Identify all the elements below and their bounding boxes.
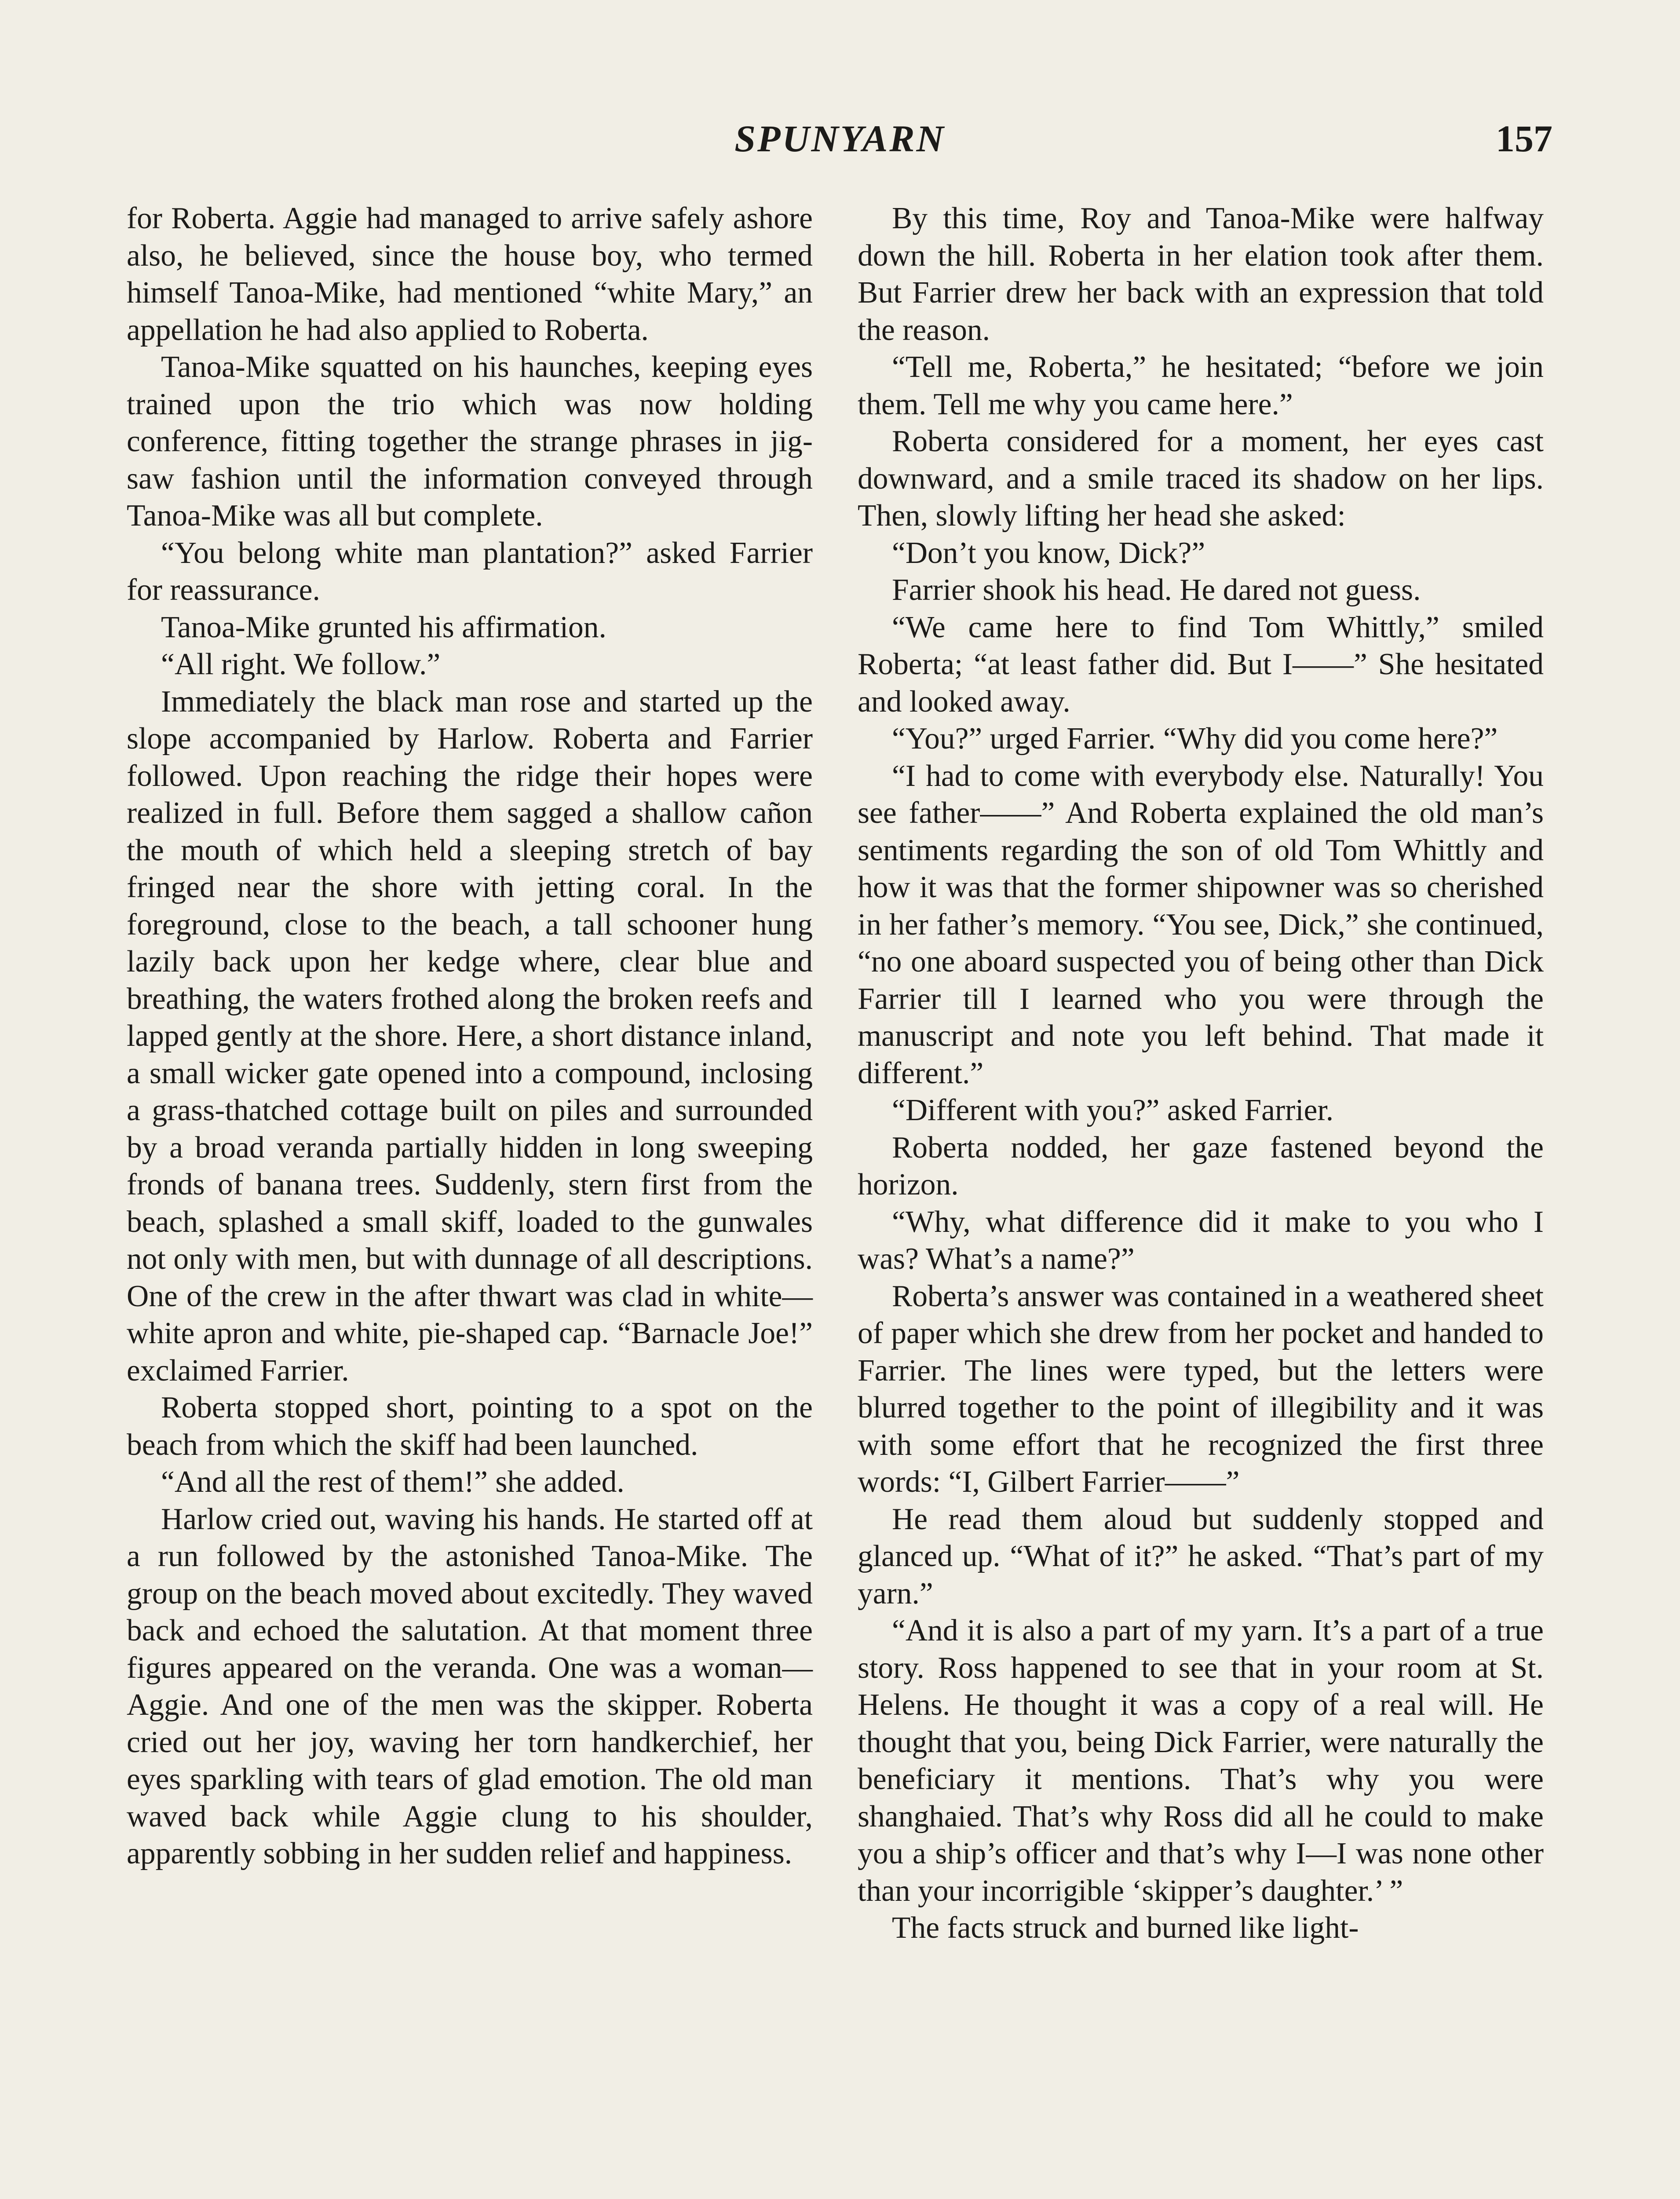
paragraph: He read them aloud but suddenly stopped and glanced up. “What of it?” he asked. “That’s part of my yarn.” bbox=[858, 1502, 1544, 1611]
paragraph: “And it is also a part of my yarn. It’s a part of a true story. Ross happened to see that in your room at St. Helens. He thought it was a copy of a real will. He thought that you, being Dick Farrier, were naturally the beneficiary it mentions. That’s why you were shanghaied. That’s why Ross did all he could to make you a ship’s officer and that’s why I—I was none other than your incorrigible ‘skipper’s daughter.’ ” bbox=[858, 1614, 1544, 1908]
paragraph: Farrier shook his head. He dared not guess. bbox=[892, 573, 1421, 607]
paragraph: Roberta nodded, her gaze fastened beyond the horizon. bbox=[858, 1130, 1544, 1202]
paragraph: “And all the rest of them!” she added. bbox=[161, 1465, 625, 1499]
paragraph: “Different with you?” asked Farrier. bbox=[892, 1093, 1334, 1127]
paragraph: “We came here to find Tom Whittly,” smiled Roberta; “at least father did. But I——” She hesitated and looked away. bbox=[858, 610, 1544, 719]
paragraph: “I had to come with everybody else. Naturally! You see father——” And Roberta explained the old man’s sentiments regarding the son of old Tom Whittly and how it was that the former shipowner was so cherished in her father’s memory. “You see, Dick,” she continued, “no one aboard suspected you of being other than Dick Farrier till I learned who you were through the manuscript and note you left behind. That made it different.” bbox=[858, 759, 1544, 1090]
paragraph: “You?” urged Farrier. “Why did you come here?” bbox=[892, 722, 1498, 756]
paragraph: Roberta considered for a moment, her eyes cast downward, and a smile traced its shadow on her lips. Then, slowly lifting her head she asked: bbox=[858, 424, 1544, 533]
paragraph: Immediately the black man rose and started up the slope accompanied by Harlow. Roberta and Farrier followed. Upon reaching the ridge their hopes were realized in full. Before them sagged a shallow cañon the mouth of which held a sleeping stretch of bay fringed near the shore with jetting coral. In the foreground, close to the beach, a tall schooner hung lazily back upon her kedge where, clear blue and breathing, the waters frothed along the broken reefs and lapped gently at the shore. Here, a short distance inland, a small wicker gate opened into a compound, inclosing a grass-thatched cottage built on piles and surrounded by a broad veranda partially hidden in long sweeping fronds of banana trees. Suddenly, stern first from the beach, splashed a small skiff, loaded to the gunwales not only with men, but with dunnage of all descriptions. One of the crew in the after thwart was clad in white—white apron and white, pie-shaped cap. “Barnacle Joe!” exclaimed Farrier. bbox=[127, 684, 813, 1388]
paragraph: “You belong white man plantation?” asked Farrier for reassurance. bbox=[127, 536, 813, 607]
paragraph: “Why, what difference did it make to you who I was? What’s a name?” bbox=[858, 1205, 1544, 1276]
paragraph: Roberta’s answer was contained in a weathered sheet of paper which she drew from her pocket and handed to Farrier. The lines were typed, but the letters were blurred together to the point of illegibility and it was with some effort that he recognized the first three words: “I, Gilbert Farrier——” bbox=[858, 1279, 1544, 1499]
paragraph: for Roberta. Aggie had managed to arrive safely ashore also, he believed, since the house boy, who termed himself Tanoa-Mike, had mentioned “white Mary,” an appellation he had also applied to Roberta. bbox=[127, 201, 813, 347]
paragraph: Tanoa-Mike grunted his affirmation. bbox=[161, 610, 606, 644]
paragraph: Tanoa-Mike squatted on his haunches, keeping eyes trained upon the trio which was now holding conference, fitting together the strange phrases in jig-saw fashion until the information conveyed through Tanoa-Mike was all but complete. bbox=[127, 350, 813, 533]
paragraph: The facts struck and burned like light- bbox=[892, 1911, 1359, 1945]
right-column bbox=[858, 200, 1544, 1947]
paragraph: Roberta stopped short, pointing to a spot on the beach from which the skiff had been launched. bbox=[127, 1391, 813, 1462]
paragraph: “Don’t you know, Dick?” bbox=[892, 536, 1205, 570]
running-title: SPUNYARN bbox=[734, 117, 946, 160]
paragraph: Harlow cried out, waving his hands. He started off at a run followed by the astonished Tanoa-Mike. The group on the beach moved about excitedly. They waved back and echoed the salutation. At that moment three figures appeared on the veranda. One was a woman—Aggie. And one of the men was the skipper. Roberta cried out her joy, waving her torn handkerchief, her eyes sparkling with tears of glad emotion. The old man waved back while Aggie clung to his shoulder, apparently sobbing in her sudden relief and happiness. bbox=[127, 1502, 813, 1870]
paragraph: By this time, Roy and Tanoa-Mike were halfway down the hill. Roberta in her elation took after them. But Farrier drew her back with an expression that told the reason. bbox=[858, 201, 1544, 347]
page-header bbox=[128, 117, 1552, 165]
left-column bbox=[127, 200, 813, 1873]
page-number: 157 bbox=[1496, 117, 1552, 160]
paragraph: “All right. We follow.” bbox=[161, 647, 441, 681]
paragraph: “Tell me, Roberta,” he hesitated; “before we join them. Tell me why you came here.” bbox=[858, 350, 1544, 421]
